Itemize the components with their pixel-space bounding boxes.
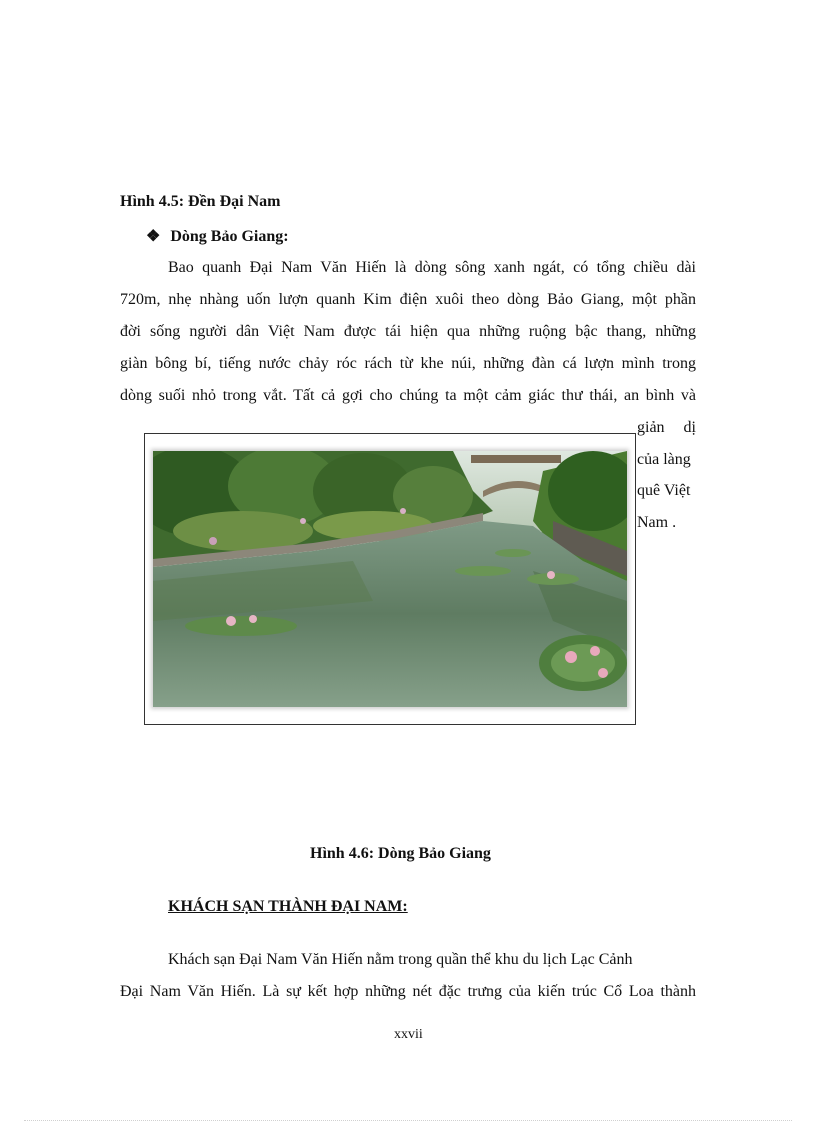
diamond-bullet-icon: ❖ [146,228,161,245]
paragraph-line-5: dòng suối nhỏ trong vắt. Tất cả gợi cho chúng ta một cảm giác thư thái, an bình và [120,387,696,404]
paragraph-line-3: đời sống người dân Việt Nam được tái hiện qua những ruộng bậc thang, những [120,323,696,340]
hotel-heading: KHÁCH SẠN THÀNH ĐẠI NAM: [168,898,408,915]
river-photo [153,451,627,707]
figure-caption-4-5: Hình 4.5: Đền Đại Nam [120,193,281,210]
hotel-line-2: Đại Nam Văn Hiến. Là sự kết hợp những nét đặc trưng của kiến trúc Cổ Loa thành [120,983,696,1000]
section-heading-text: Dòng Bảo Giang: [170,228,289,245]
paragraph-line-4: giàn bông bí, tiếng nước chảy róc rách từ khe núi, những đàn cá lượn mình trong [120,355,696,372]
figure-caption-4-6: Hình 4.6: Dòng Bảo Giang [310,845,491,862]
figure-frame [144,433,636,725]
section-heading [146,226,289,246]
wrap-line-2: của làng [637,451,691,468]
wrap-line-3: quê Việt [637,482,691,499]
page-number: xxvii [394,1027,423,1042]
wrap-line-1: giản dị [637,419,696,436]
page-bottom-divider [24,1120,792,1121]
paragraph-line-1: Bao quanh Đại Nam Văn Hiến là dòng sông xanh ngát, có tổng chiều dài [168,259,696,276]
wrap-line-4: Nam . [637,514,677,531]
river-illustration [153,451,627,707]
hotel-line-1: Khách sạn Đại Nam Văn Hiến nằm trong quần thể khu du lịch Lạc Cảnh [168,951,633,968]
paragraph-line-2: 720m, nhẹ nhàng uốn lượn quanh Kim điện xuôi theo dòng Bảo Giang, một phần [120,291,696,308]
